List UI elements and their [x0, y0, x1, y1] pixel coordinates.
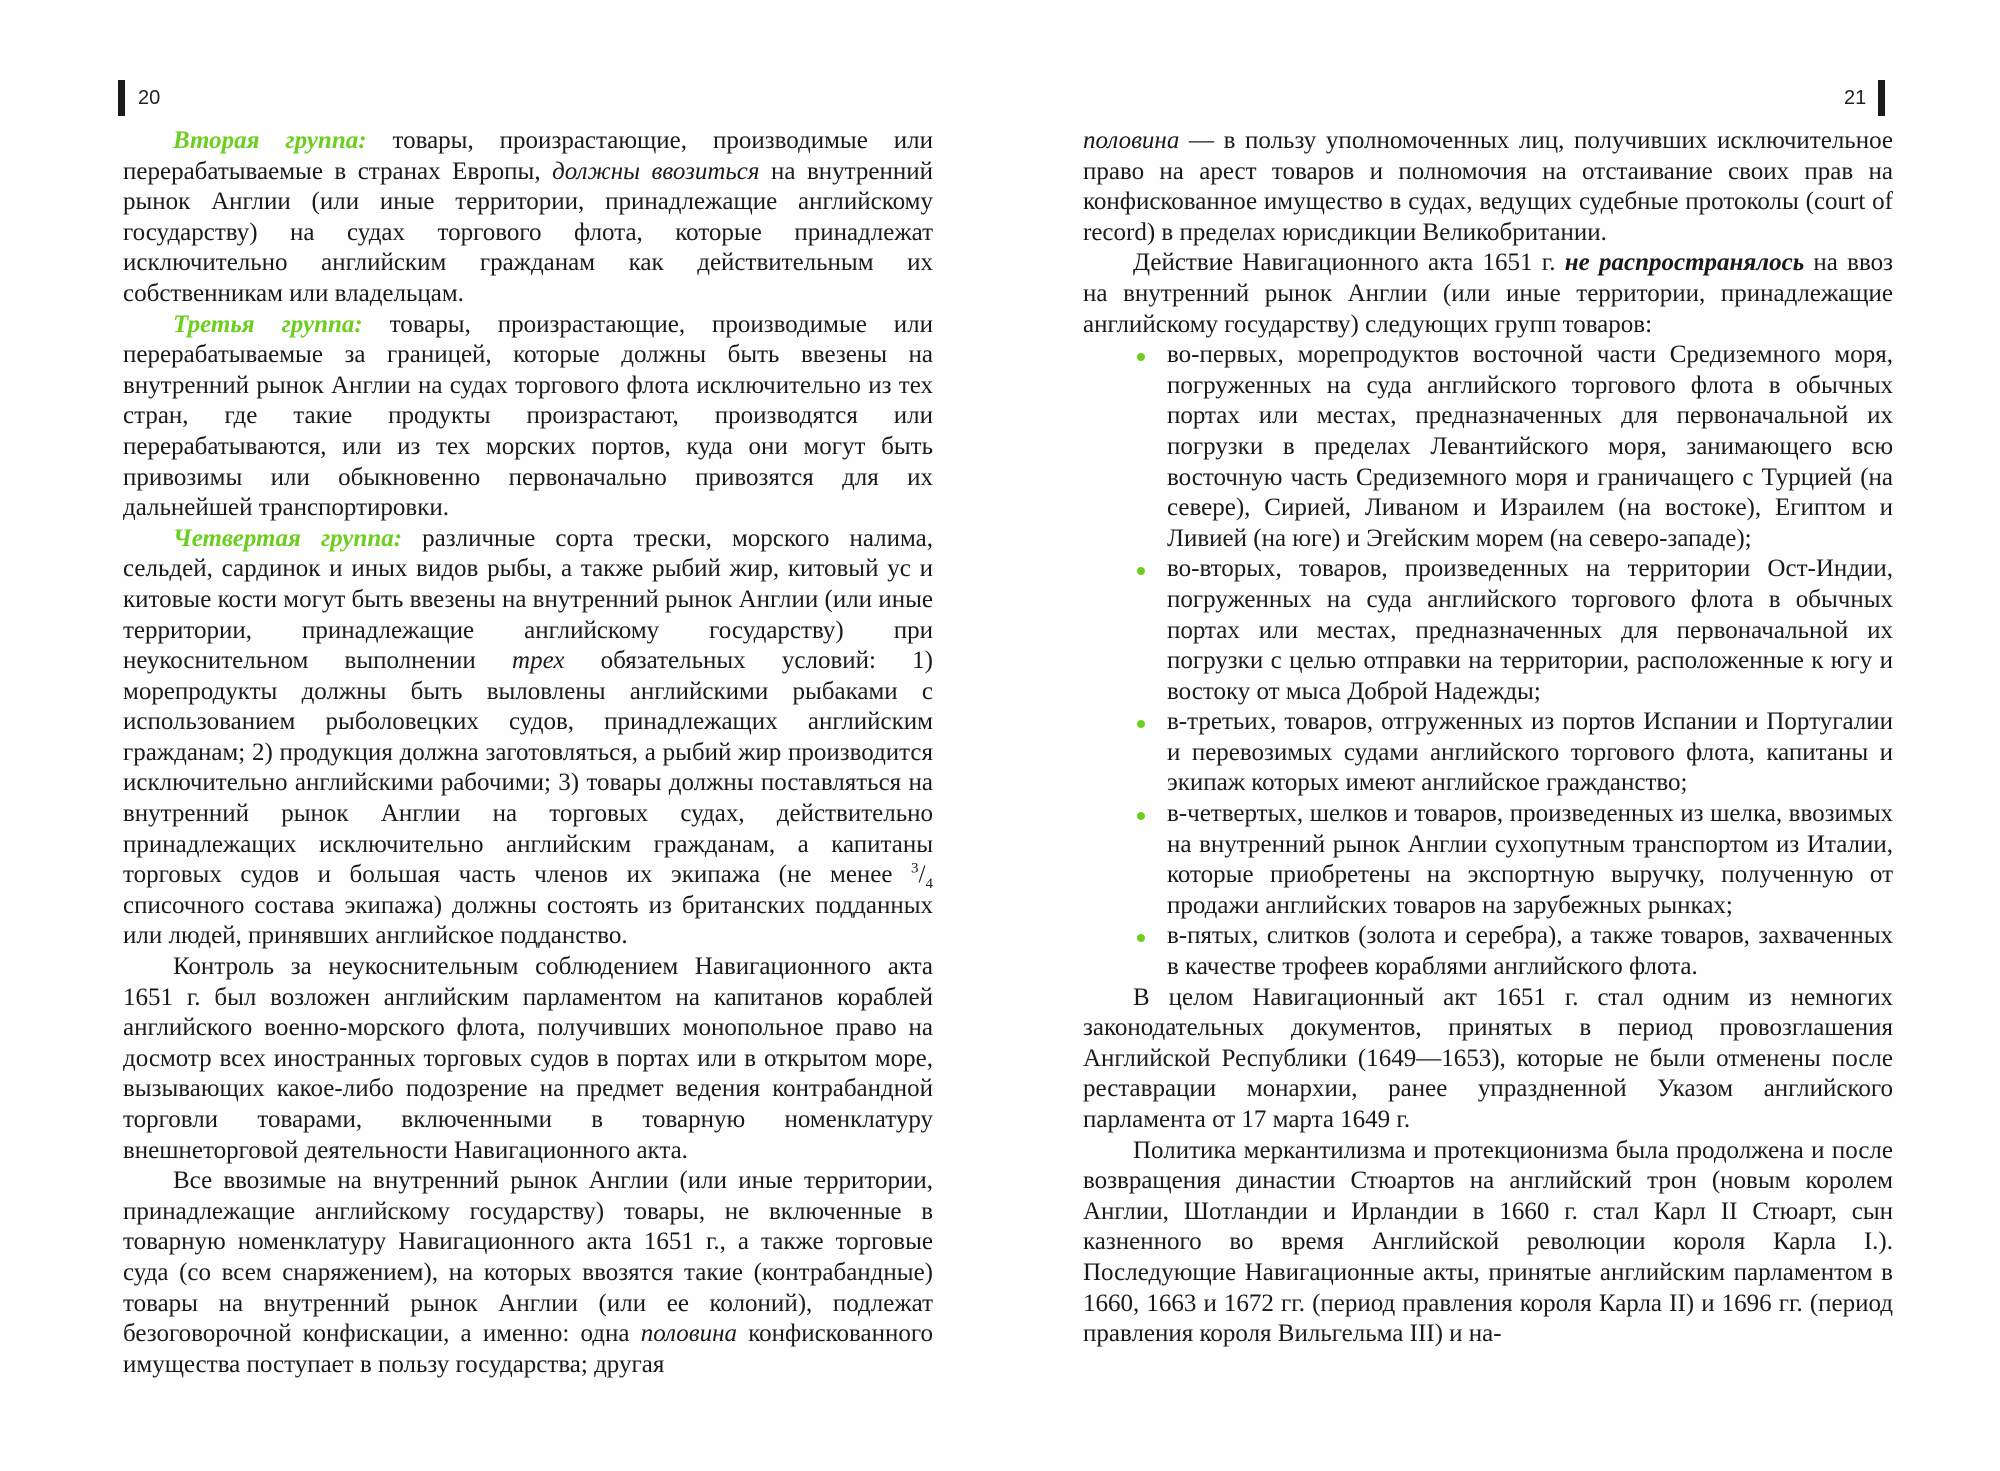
list-item [1083, 554, 1893, 707]
text-run: товары, произрастающие, производимые или перерабатываемые в странах Европы, [123, 127, 933, 185]
bullet-icon [1137, 567, 1145, 575]
exemption-list [1083, 340, 1893, 982]
emphasis-text: половина [1083, 127, 1180, 154]
paragraph-summary: В целом Навигационный акт 1651 г. стал одним из немногих законодательных документов, принятых в период провозглашения Английской Республики (1649—1653), которые не были отменены после реставрации монархии, ранее упраздненной Указом английского парламента от 17 марта 1649 г. [1083, 983, 1893, 1133]
paragraph-confiscation [123, 1166, 933, 1380]
right-page-number-text: 21 [1844, 87, 1867, 109]
list-item-text: в-третьих, товаров, отгруженных из портов Испании и Португалии и перевозимых судами английского торгового флота, капитаны и экипаж которых имеют английское гражданство; [1167, 708, 1893, 797]
bullet-icon [1137, 720, 1145, 728]
emphasis-text: не распространялось [1564, 249, 1805, 277]
bullet-icon [1137, 934, 1145, 942]
emphasis-text: трех [512, 647, 565, 675]
right-page-number [1830, 80, 1890, 116]
text-run: товары, произрастающие, производимые или перерабатываемые за границей, которые должны быть ввезены на внутренний рынок Англии на судах торгового флота исключительно из тех стран, где такие продукты произрастают, производятся или перерабатываются, или из тех морских портов, куда они могут быть привозимы или обыкновенно первоначально привозятся для их дальнейшей транспортировки. [123, 310, 933, 522]
list-item [1083, 799, 1893, 921]
text-run: — в пользу уполномоченных лиц, получивших исключительное право на арест товаров и полномочия на отстаивание своих прав на конфискованное имущество в судах, ведущих судебные протоколы (court of record) в пределах юрисдикции Великобритании. [1083, 127, 1893, 246]
paragraph-third-group [123, 310, 933, 524]
text-run: Все ввозимые на внутренний рынок Англии (или иные территории, принадлежащие английскому государству) товары, не включенные в товарную номенклатуру Навигационного акта 1651 г., а также торговые суда (со всем снаряжением), на которых ввозятся такие (контрабандные) товары на внутренний рынок Англии (или ее колоний), подлежат безоговорочной конфискации, а именно: одна [123, 1167, 933, 1348]
left-page-text [123, 126, 933, 1380]
list-item-text: в-пятых, слитков (золота и серебра), а также товаров, захваченных в качестве трофеев кораблями английского флота. [1167, 922, 1893, 981]
page-number-bar [118, 80, 125, 116]
paragraph-fourth-group [123, 524, 933, 952]
page-number-bar [1878, 80, 1885, 116]
right-page-text [1083, 126, 1893, 1350]
paragraph-exemptions [1083, 248, 1893, 340]
list-item-text: в-четвертых, шелков и товаров, произведенных из шелка, ввозимых на внутренний рынок Англии сухопутным транспортом из Италии, которые приобретены на экспортную выручку, полученную от продажи английских товаров на зарубежных рынках; [1167, 800, 1893, 919]
group-label: Вторая группа: [173, 127, 367, 154]
text-run: различные сорта трески, морского налима, сельдей, сардинок и иных видов рыбы, а также рыбий жир, китовый ус и китовые кости могут быть ввезены на внутренний рынок Англии (или иные территории, принадлежащие английскому государству) при неукоснительном выполнении [123, 524, 933, 675]
bullet-icon [1137, 353, 1145, 361]
text-run: Действие Навигационного акта 1651 г. [1133, 249, 1565, 277]
fraction-numerator: 3 [911, 860, 919, 877]
text-run: списочного состава экипажа) должны состоять из британских подданных или людей, принявших английское подданство. [123, 891, 933, 950]
list-item-text: во-вторых, товаров, произведенных на территории Ост-Индии, погруженных на суда английского торгового флота в обычных портах или местах, предназначенных для первоначальной их погрузки с целью отправки на территории, расположенные к югу и востоку от мыса Доброй Надежды; [1167, 555, 1893, 705]
fraction-denominator: 4 [925, 876, 933, 893]
paragraph-second-group [123, 126, 933, 310]
paragraph-mercantilism: Политика меркантилизма и протекционизма была продолжена и после возвращения династии Стюартов на английский трон (новым королем Англии, Шотландии и Ирландии в 1660 г. стал Карл II Стюарт, сын казненного во время Английской революции короля Карла I.). Последующие Навигационные акты, принятые английским парламентом в 1660, 1663 и 1672 гг. (период правления короля Карла II) и 1696 гг. (период правления короля Вильгельма III) и на- [1083, 1136, 1893, 1348]
group-label: Четвертая группа: [173, 524, 403, 552]
left-page-number-text: 20 [138, 87, 161, 109]
text-run: на ввоз на внутренний рынок Англии (или иные территории, принадлежащие английскому государству) следующих групп товаров: [1083, 249, 1893, 338]
list-item-text: во-первых, морепродуктов восточной части Средиземного моря, погруженных на суда английского торгового флота в обычных портах или местах, предназначенных для первоначальной их погрузки в пределах Левантийского моря, занимающего всю восточную часть Средиземного моря и граничащего с Турцией (на севере), Сирией, Ливаном и Израилем (на востоке), Египтом и Ливией (на юге) и Эгейским морем (на северо-западе); [1167, 341, 1893, 552]
list-item [1083, 340, 1893, 554]
text-run: на внутренний рынок Англии (или иные территории, принадлежащие английскому государству) на судах торгового флота, которые принадлежат исключительно английским гражданам как действительным их собственникам или владельцам. [123, 157, 933, 307]
emphasis-text: половина [640, 1320, 738, 1348]
text-run: конфискованного имущества поступает в пользу государства; другая [123, 1320, 934, 1378]
bullet-icon [1137, 812, 1145, 820]
group-label: Третья группа: [173, 310, 363, 338]
text-run: обязательных условий: 1) морепродукты должны быть выловлены английскими рыбаками с использованием рыболовецких судов, принадлежащих английским гражданам; 2) продукция должна заготовляться, а рыбий жир производится исключительно английскими рабочими; 3) товары должны поставляться на внутренний рынок Англии на торговых судах, действительно принадлежащих исключительно английским гражданам, а капитаны торговых судов и большая часть членов их экипажа (не менее [123, 647, 933, 889]
list-item [1083, 921, 1893, 982]
fraction-slash: / [918, 861, 926, 889]
paragraph-control: Контроль за неукоснительным соблюдением Навигационного акта 1651 г. был возложен английским парламентом на капитанов кораблей английского военно-морского флота, получивших монопольное право на досмотр всех иностранных торговых судов в портах или в открытом море, вызывающих какое-либо подозрение на предмет ведения контрабандной торговли товарами, включенными в товарную номенклатуру внешнеторговой деятельности Навигационного акта. [123, 953, 933, 1164]
paragraph-continued [1083, 126, 1893, 248]
emphasis-text: должны ввозиться [552, 157, 760, 185]
list-item [1083, 707, 1893, 799]
